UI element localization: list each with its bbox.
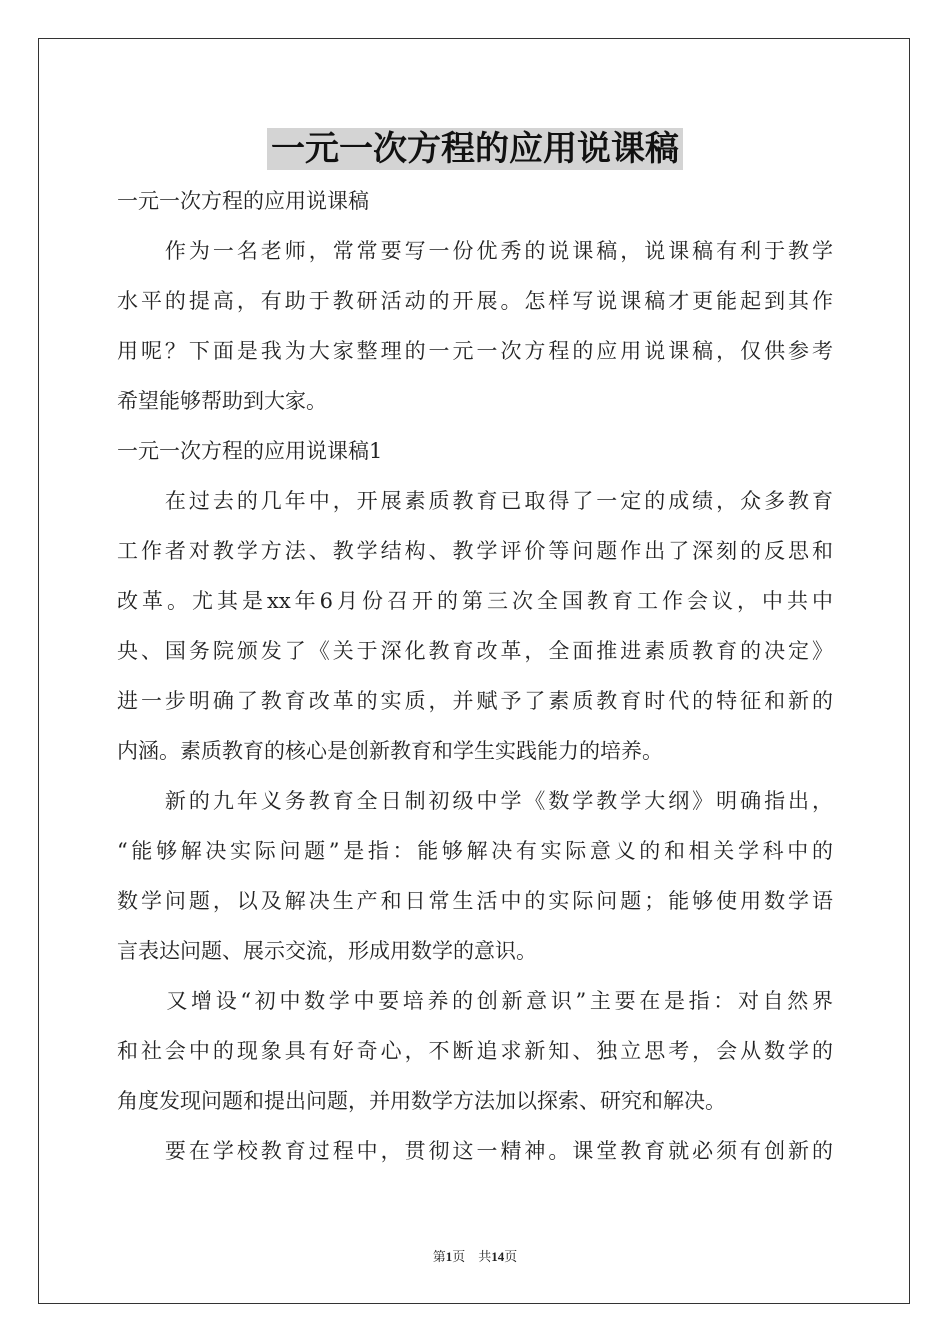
text-line: 改革。尤其是xx年6月份召开的第三次全国教育工作会议，中共中: [117, 589, 833, 613]
text-line: 工作者对教学方法、教学结构、教学评价等问题作出了深刻的反思和: [117, 539, 833, 563]
text-line: 用呢？下面是我为大家整理的一元一次方程的应用说课稿，仅供参考: [117, 339, 833, 363]
page-number: 1: [445, 1249, 453, 1264]
text-line: 作为一名老师，常常要写一份优秀的说课稿，说课稿有利于教学: [117, 239, 833, 263]
text-line: 内涵。素质教育的核心是创新教育和学生实践能力的培养。: [117, 739, 663, 763]
text-line: 要在学校教育过程中，贯彻这一精神。课堂教育就必须有创新的: [117, 1139, 833, 1163]
text-line: 言表达问题、展示交流，形成用数学的意识。: [117, 939, 537, 963]
total-label-prefix: 共: [478, 1249, 492, 1264]
text-line: 央、国务院颁发了《关于深化教育改革，全面推进素质教育的决定》: [117, 639, 833, 663]
text-line: 水平的提高，有助于教研活动的开展。怎样写说课稿才更能起到其作: [117, 289, 833, 313]
text-line: 新的九年义务教育全日制初级中学《数学教学大纲》明确指出，: [117, 789, 833, 813]
text-line: 进一步明确了教育改革的实质，并赋予了素质教育时代的特征和新的: [117, 689, 833, 713]
page-label-suffix: 页: [452, 1249, 466, 1264]
text-line: “能够解决实际问题”是指：能够解决有实际意义的和相关学科中的: [117, 839, 833, 863]
page-label-prefix: 第: [432, 1249, 446, 1264]
text-line: 又增设“初中数学中要培养的创新意识”主要在是指：对自然界: [117, 989, 833, 1013]
page-footer: [0, 1246, 950, 1265]
text-line: 希望能够帮助到大家。: [117, 389, 327, 413]
page-title: 一元一次方程的应用说课稿: [267, 128, 683, 170]
text-line: 数学问题，以及解决生产和日常生活中的实际问题；能够使用数学语: [117, 889, 833, 913]
text-line: 和社会中的现象具有好奇心，不断追求新知、独立思考，会从数学的: [117, 1039, 833, 1063]
title-container: [0, 128, 950, 170]
text-line-subtitle: 一元一次方程的应用说课稿: [117, 189, 369, 213]
total-pages: 14: [491, 1249, 505, 1264]
text-line: 在过去的几年中，开展素质教育已取得了一定的成绩，众多教育: [117, 489, 833, 513]
text-line-section-heading: 一元一次方程的应用说课稿1: [117, 439, 383, 463]
total-label-suffix: 页: [504, 1249, 518, 1264]
text-line: 角度发现问题和提出问题，并用数学方法加以探索、研究和解决。: [117, 1089, 726, 1113]
